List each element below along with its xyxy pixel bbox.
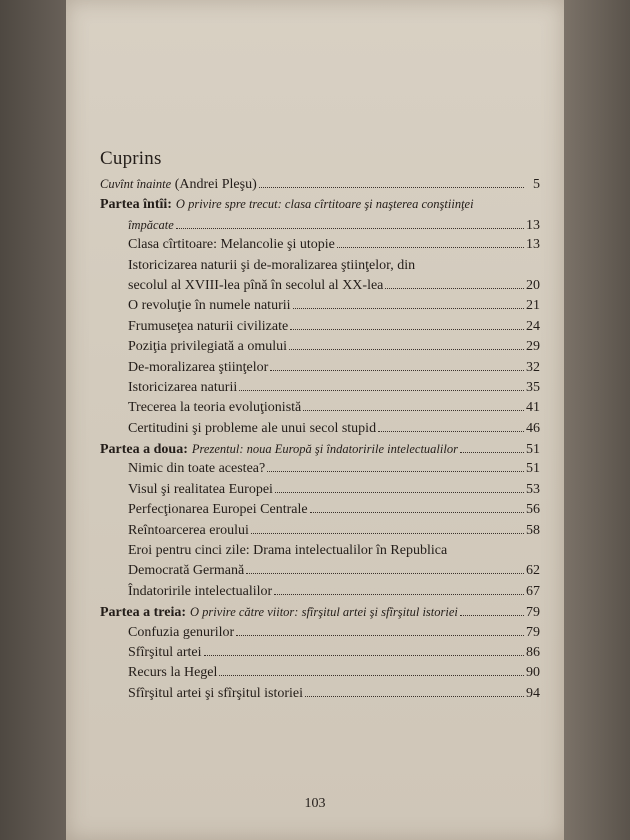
entry-text: Certitudini şi probleme ale unui secol stupid: [128, 420, 377, 436]
entry-italic: Cuvînt înainte: [100, 177, 172, 191]
toc-entry-line2: [100, 276, 540, 296]
entry-page: 94: [526, 685, 540, 701]
leader-dots: [275, 492, 524, 493]
part-label: Partea a treia:: [100, 605, 187, 621]
toc-entry: [100, 643, 540, 663]
entry-text-cont: Democrată Germană: [128, 563, 245, 579]
entry-page: 13: [526, 217, 540, 233]
toc-entry-foreword: [100, 174, 540, 194]
entry-text: Reîntoarcerea eroului: [128, 522, 249, 538]
entry-text: (Andrei Pleşu): [174, 177, 257, 192]
leader-dots: [460, 615, 524, 616]
toc-entry: [100, 398, 540, 418]
part-title-cont: împăcate: [128, 217, 174, 232]
entry-text: O revoluţie în numele naturii: [128, 298, 291, 314]
toc-entry: [100, 358, 540, 378]
entry-page: 13: [526, 237, 540, 253]
leader-dots: [337, 247, 524, 248]
part-title: Prezentul: noua Europă şi îndatoririle intelectualilor: [191, 442, 458, 457]
toc-entry-line1: [100, 541, 540, 561]
toc-title: Cuprins: [100, 148, 162, 169]
page-number: 103: [304, 796, 326, 811]
part-label: Partea întîi:: [100, 197, 172, 213]
entry-text: Îndatoririle intelectualilor: [128, 583, 273, 599]
entry-page: 56: [526, 502, 540, 518]
entry-page: 35: [526, 379, 540, 395]
leader-dots: [378, 431, 524, 432]
entry-page: 67: [526, 583, 540, 599]
leader-dots: [267, 471, 524, 472]
part-title: O privire către viitor: sfîrşitul artei şi sfîrşitul istoriei: [190, 605, 458, 620]
entry-page: 90: [526, 665, 540, 681]
leader-dots: [219, 675, 524, 676]
entry-page: 29: [526, 339, 540, 355]
toc-entry: [100, 623, 540, 643]
entry-page: 79: [526, 605, 540, 621]
toc-entry-part-3: [100, 602, 540, 622]
entry-page: 62: [526, 563, 540, 579]
leader-dots: [239, 390, 524, 391]
entry-text: Perfecţionarea Europei Centrale: [128, 502, 308, 518]
entry-text: Visul şi realitatea Europei: [128, 481, 273, 497]
entry-text: De-moralizarea ştiinţelor: [128, 359, 269, 375]
toc-entry: [100, 663, 540, 683]
leader-dots: [310, 512, 524, 513]
leader-dots: [385, 288, 524, 289]
leader-dots: [236, 635, 524, 636]
toc-entry: [100, 235, 540, 255]
entry-page: 51: [526, 461, 540, 477]
entry-text: Istoricizarea naturii şi de-moralizarea ştiinţelor, din: [128, 257, 416, 273]
entry-page: 51: [526, 442, 540, 458]
leader-dots: [305, 696, 524, 697]
entry-text: Nimic din toate acestea?: [128, 461, 266, 477]
part-label: Partea a doua:: [100, 442, 188, 458]
toc-entry: [100, 684, 540, 704]
backdrop-right: [564, 0, 630, 840]
leader-dots: [251, 533, 524, 534]
entry-page: 79: [526, 624, 540, 640]
entry-page: 46: [526, 420, 540, 436]
entry-text: Eroi pentru cinci zile: Drama intelectualilor în Republica: [128, 543, 448, 559]
entry-text: Istoricizarea naturii: [128, 379, 238, 395]
entry-text: Sfîrşitul artei şi sfîrşitul istoriei: [128, 685, 303, 701]
entry-page: 21: [526, 298, 540, 314]
toc-entry: [100, 459, 540, 479]
entry-text: Confuzia genurilor: [128, 624, 235, 640]
entry-text: Clasa cîrtitoare: Melancolie şi utopie: [128, 237, 335, 253]
toc-entry-part-1-line2: [100, 215, 540, 235]
backdrop-left: [0, 0, 70, 840]
entry-page: 5: [533, 177, 540, 192]
toc-entry-line2: [100, 561, 540, 581]
leader-dots: [303, 410, 524, 411]
leader-dots: [176, 228, 524, 229]
leader-dots: [274, 594, 524, 595]
toc-entry: [100, 337, 540, 357]
entry-text: Frumuseţea naturii civilizate: [128, 318, 289, 334]
leader-dots: [289, 349, 524, 350]
toc-entry: [100, 521, 540, 541]
entry-page: 41: [526, 400, 540, 416]
entry-page: 32: [526, 359, 540, 375]
part-title: O privire spre trecut: clasa cîrtitoare şi naşterea conştiinţei: [175, 197, 474, 212]
leader-dots: [246, 573, 524, 574]
table-of-contents: [100, 148, 540, 704]
toc-entry: [100, 378, 540, 398]
toc-entry: [100, 317, 540, 337]
toc-entry: [100, 296, 540, 316]
entry-text: Poziţia privilegiată a omului: [128, 339, 288, 355]
entry-text: Trecerea la teoria evoluţionistă: [128, 400, 302, 416]
toc-entry-part-2: [100, 439, 540, 459]
entry-page: 20: [526, 277, 540, 293]
leader-dots: [460, 452, 524, 453]
book-page: [66, 0, 564, 840]
leader-dots: [293, 308, 524, 309]
entry-page: 53: [526, 481, 540, 497]
leader-dots: [290, 329, 524, 330]
entry-text: Recurs la Hegel: [128, 665, 218, 681]
toc-entry: [100, 500, 540, 520]
leader-dots: [204, 655, 525, 656]
toc-entry: [100, 419, 540, 439]
leader-dots: [259, 187, 524, 188]
entry-page: 24: [526, 318, 540, 334]
toc-entry-line1: [100, 256, 540, 276]
toc-entry: [100, 582, 540, 602]
entry-text: Sfîrşitul artei: [128, 644, 202, 660]
toc-entry-part-1-line1: [100, 194, 540, 214]
leader-dots: [270, 370, 524, 371]
entry-text-cont: secolul al XVIII-lea pînă în secolul al XX-lea: [128, 277, 384, 293]
entry-page: 86: [526, 644, 540, 660]
toc-entry: [100, 480, 540, 500]
entry-page: 58: [526, 522, 540, 538]
